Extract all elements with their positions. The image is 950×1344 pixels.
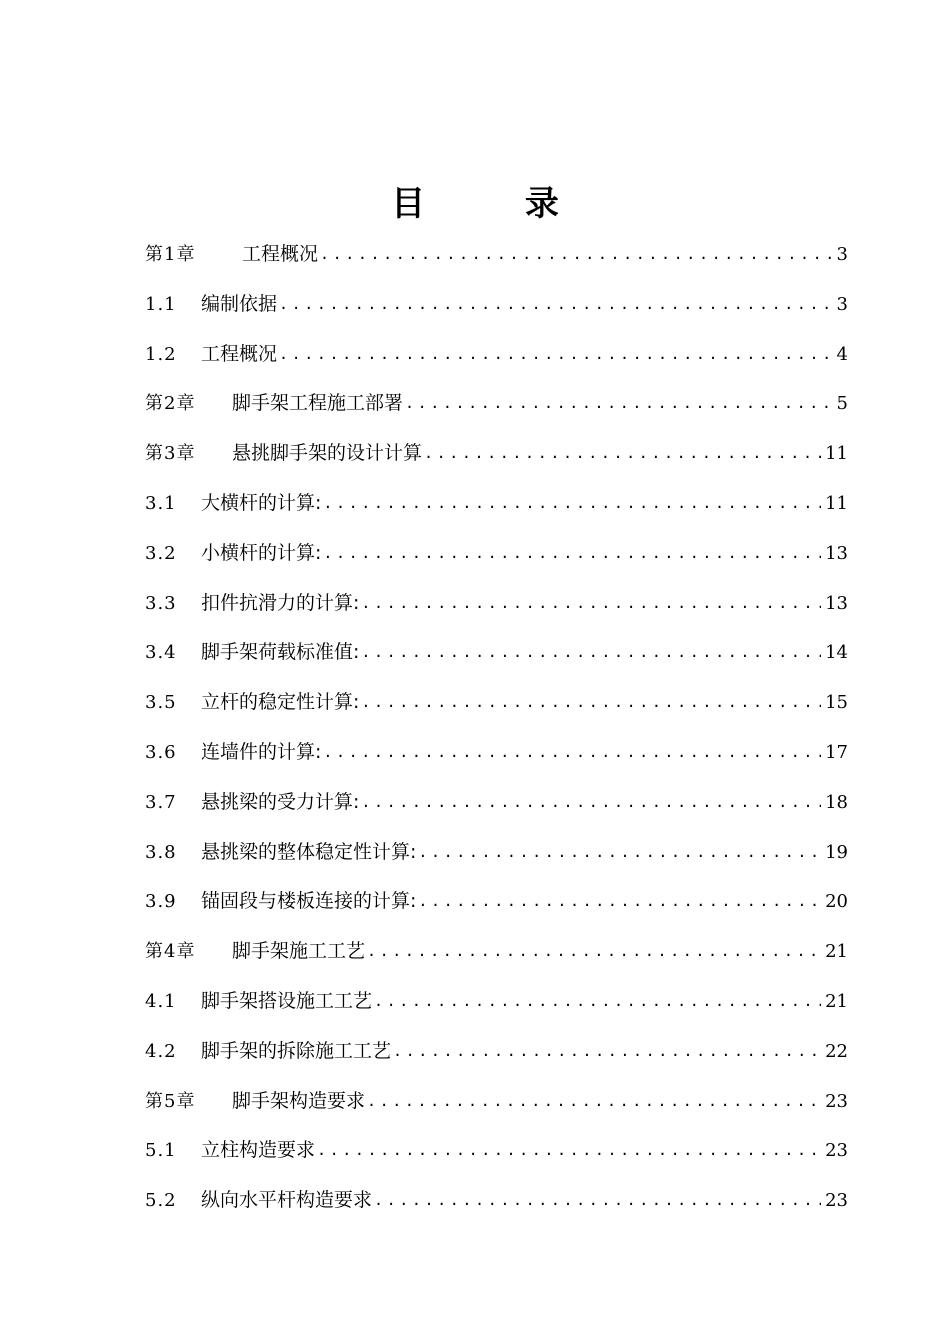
toc-section-entry[interactable] — [145, 1029, 848, 1079]
toc-dot-leader — [418, 830, 821, 874]
toc-chapter-entry[interactable] — [145, 381, 848, 431]
toc-entry-page-number: 5 — [836, 393, 848, 415]
toc-entry-number: 第3章 — [145, 443, 196, 465]
toc-entry-number: 3.1 — [145, 492, 177, 514]
toc-entry-number: 第1章 — [145, 244, 196, 265]
toc-section-entry[interactable] — [145, 481, 848, 531]
toc-entry-page-number: 11 — [825, 492, 848, 514]
toc-entry-label: 工程概况 — [242, 243, 319, 265]
toc-entry-number: 1.1 — [145, 293, 177, 315]
toc-entry-number: 第2章 — [145, 393, 196, 415]
toc-dot-leader — [320, 232, 833, 276]
toc-entry-label: 脚手架工程施工部署 — [232, 392, 404, 415]
toc-dot-leader — [424, 431, 821, 475]
toc-entry-label: 脚手架施工工艺 — [232, 940, 366, 963]
toc-entry-label: 脚手架的拆除施工工艺 — [201, 1039, 392, 1062]
toc-entry-number: 1.2 — [145, 343, 177, 365]
toc-list — [145, 232, 848, 1228]
toc-entry-label: 悬挑脚手架的设计计算 — [232, 442, 423, 465]
toc-entry-label: 工程概况 — [201, 342, 278, 365]
toc-dot-leader — [418, 879, 821, 923]
toc-entry-label: 大横杆的计算: — [201, 491, 322, 514]
toc-section-entry[interactable] — [145, 979, 848, 1029]
toc-entry-page-number: 23 — [825, 1190, 848, 1212]
toc-entry-page-number: 3 — [836, 293, 848, 315]
toc-entry-label: 悬挑梁的整体稳定性计算: — [201, 840, 417, 863]
toc-section-entry[interactable] — [145, 879, 848, 929]
toc-chapter-entry[interactable] — [145, 929, 848, 979]
toc-section-entry[interactable] — [145, 730, 848, 780]
toc-title: 目 录 — [391, 184, 603, 224]
toc-section-entry[interactable] — [145, 282, 848, 332]
toc-entry-label: 立柱构造要求 — [201, 1139, 316, 1162]
toc-entry-label: 脚手架荷载标准值: — [201, 641, 360, 664]
toc-entry-number: 3.4 — [145, 642, 177, 664]
toc-entry-number: 3.9 — [145, 891, 177, 913]
toc-entry-label: 编制依据 — [201, 292, 278, 315]
toc-chapter-entry[interactable] — [145, 431, 848, 481]
toc-chapter-entry[interactable] — [145, 1079, 848, 1129]
toc-entry-page-number: 17 — [825, 741, 848, 763]
toc-dot-leader — [361, 581, 821, 625]
toc-chapter-entry[interactable] — [145, 232, 848, 282]
toc-entry-label: 小横杆的计算: — [201, 541, 322, 564]
toc-section-entry[interactable] — [145, 830, 848, 880]
toc-dot-leader — [361, 780, 821, 824]
toc-section-entry[interactable] — [145, 1128, 848, 1178]
toc-dot-leader — [323, 730, 821, 774]
toc-entry-number: 3.7 — [145, 791, 177, 813]
toc-entry-page-number: 13 — [825, 592, 848, 614]
toc-entry-number: 第4章 — [145, 941, 196, 963]
toc-entry-number: 5.2 — [145, 1190, 177, 1212]
toc-section-entry[interactable] — [145, 1178, 848, 1228]
toc-entry-number: 5.1 — [145, 1140, 177, 1162]
toc-entry-number: 3.3 — [145, 592, 177, 614]
toc-entry-label: 纵向水平杆构造要求 — [201, 1189, 373, 1212]
toc-dot-leader — [317, 1128, 821, 1172]
toc-entry-page-number: 14 — [825, 642, 848, 664]
toc-dot-leader — [393, 1029, 821, 1073]
toc-entry-label: 连墙件的计算: — [201, 740, 322, 763]
toc-entry-page-number: 3 — [836, 244, 848, 265]
toc-dot-leader — [279, 282, 833, 326]
toc-entry-label: 悬挑梁的受力计算: — [201, 790, 360, 813]
toc-section-entry[interactable] — [145, 581, 848, 631]
toc-entry-number: 3.6 — [145, 741, 177, 763]
toc-entry-page-number: 18 — [825, 791, 848, 813]
toc-entry-page-number: 20 — [825, 891, 848, 913]
toc-dot-leader — [367, 929, 821, 973]
toc-entry-number: 3.2 — [145, 542, 177, 564]
toc-entry-page-number: 15 — [825, 692, 848, 714]
toc-entry-number: 第5章 — [145, 1090, 196, 1112]
toc-dot-leader — [323, 531, 821, 575]
toc-dot-leader — [361, 630, 821, 674]
toc-entry-page-number: 22 — [825, 1040, 848, 1062]
toc-section-entry[interactable] — [145, 680, 848, 730]
toc-entry-page-number: 23 — [825, 1140, 848, 1162]
toc-entry-number: 4.1 — [145, 990, 177, 1012]
toc-dot-leader — [361, 680, 821, 724]
toc-section-entry[interactable] — [145, 531, 848, 581]
toc-dot-leader — [279, 332, 833, 376]
toc-dot-leader — [374, 1178, 821, 1222]
toc-dot-leader — [323, 481, 821, 525]
toc-entry-page-number: 23 — [825, 1090, 848, 1112]
toc-section-entry[interactable] — [145, 332, 848, 382]
toc-entry-page-number: 19 — [825, 841, 848, 863]
toc-entry-page-number: 13 — [825, 542, 848, 564]
toc-section-entry[interactable] — [145, 630, 848, 680]
toc-dot-leader — [367, 1079, 821, 1123]
toc-entry-label: 脚手架构造要求 — [232, 1089, 366, 1112]
toc-entry-label: 脚手架搭设施工工艺 — [201, 989, 373, 1012]
toc-section-entry[interactable] — [145, 780, 848, 830]
toc-entry-page-number: 21 — [825, 941, 848, 963]
toc-entry-number: 3.8 — [145, 841, 177, 863]
toc-entry-page-number: 4 — [836, 343, 848, 365]
toc-dot-leader — [374, 979, 821, 1023]
toc-entry-page-number: 11 — [825, 443, 848, 465]
toc-entry-number: 4.2 — [145, 1040, 177, 1062]
toc-entry-number: 3.5 — [145, 692, 177, 714]
toc-entry-label: 扣件抗滑力的计算: — [201, 591, 360, 614]
toc-dot-leader — [405, 381, 833, 425]
toc-entry-page-number: 21 — [825, 990, 848, 1012]
toc-entry-label: 立杆的稳定性计算: — [201, 691, 360, 714]
toc-entry-label: 锚固段与楼板连接的计算: — [201, 890, 417, 913]
